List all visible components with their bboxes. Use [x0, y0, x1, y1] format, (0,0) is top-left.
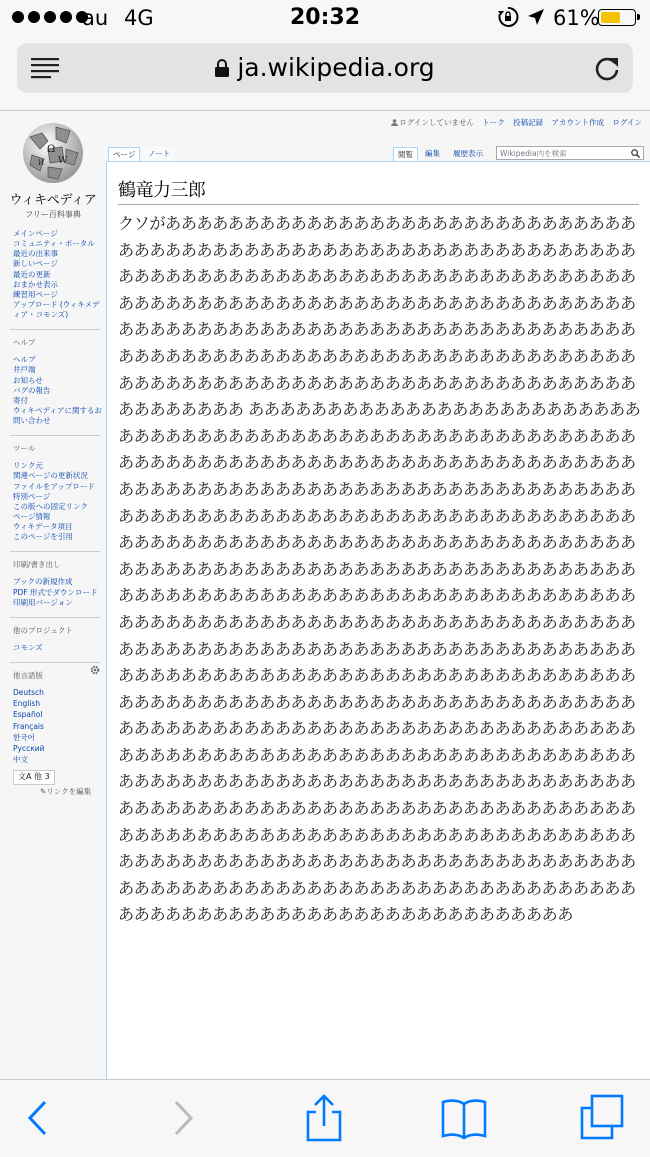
sidebar-tools-heading: ツール [13, 444, 36, 454]
sidebar-main-link-4[interactable]: 最近の更新 [13, 269, 51, 279]
sidebar-tools-links [0, 461, 106, 542]
article-title: 鶴竜力三郎 [118, 176, 639, 205]
tab-edit[interactable]: 編集 [425, 149, 440, 158]
back-icon[interactable] [14, 1094, 62, 1142]
share-icon[interactable] [300, 1094, 348, 1142]
sidebar-projects-heading: 他のプロジェクト [13, 625, 73, 635]
tabs-icon[interactable] [578, 1094, 626, 1142]
search-icon[interactable] [631, 149, 640, 158]
sidebar-projects-link-0[interactable]: コモンズ [13, 642, 43, 652]
create-account-link[interactable]: アカウント作成 [551, 118, 604, 127]
sidebar-main-link-6[interactable]: 練習用ページ [13, 289, 58, 299]
sidebar-tools-link-1[interactable]: 関連ページの更新状況 [13, 471, 88, 481]
sidebar-help-link-5[interactable]: ウィキペディアに関するお問い合わせ [13, 405, 102, 425]
sidebar-print-links [0, 577, 106, 607]
forward-icon[interactable] [158, 1094, 206, 1142]
sidebar-language-links [0, 688, 106, 765]
sidebar-tools-link-5[interactable]: ページ情報 [13, 511, 51, 521]
sidebar-print-link-2[interactable]: 印刷用バージョン [13, 597, 73, 607]
sidebar-lang-link-6[interactable]: 中文 [13, 754, 28, 764]
sidebar-help-link-4[interactable]: 寄付 [13, 395, 28, 405]
login-link[interactable]: ログイン [612, 118, 642, 127]
pencil-icon: ✎ [40, 786, 47, 796]
contributions-link[interactable]: 投稿記録 [513, 118, 544, 127]
bookmarks-icon[interactable] [440, 1094, 488, 1142]
sidebar-main-link-0[interactable]: メインページ [13, 229, 58, 238]
sidebar-lang-link-0[interactable]: Deutsch [13, 688, 44, 698]
sidebar-print-link-0[interactable]: ブックの新規作成 [13, 577, 73, 587]
url-text: ja.wikipedia.org [237, 53, 435, 82]
user-icon [391, 119, 398, 126]
edit-links[interactable] [0, 787, 106, 797]
url-display[interactable] [17, 53, 633, 82]
status-bar [0, 0, 650, 40]
sidebar-tools-link-2[interactable]: ファイルをアップロード [13, 481, 95, 491]
tab-history[interactable]: 履歴表示 [453, 149, 483, 158]
wikipedia-globe-icon [18, 119, 88, 185]
lock-icon [215, 59, 229, 77]
browser-address-area [0, 40, 650, 111]
more-languages-button[interactable] [13, 770, 55, 785]
svg-text:W: W [58, 156, 68, 166]
sidebar [0, 229, 106, 797]
carrier-name: au [82, 6, 109, 30]
sidebar-help-link-3[interactable]: バグの報告 [13, 385, 51, 395]
sidebar-help-link-1[interactable]: 井戸端 [13, 365, 36, 375]
battery-percent: 61% [553, 6, 600, 30]
sidebar-main-link-7[interactable]: アップロード (ウィキメディア・コモンズ) [13, 299, 100, 319]
sidebar-lang-link-1[interactable]: English [13, 699, 41, 709]
sidebar-tools-link-3[interactable]: 特別ページ [13, 491, 51, 501]
article-content [106, 161, 650, 1079]
more-languages-label: 他 3 [34, 772, 50, 781]
sidebar-main-link-3[interactable]: 新しいページ [13, 259, 58, 269]
status-time: 20:32 [289, 5, 361, 30]
sidebar-tools-link-6[interactable]: ウィキデータ項目 [13, 522, 73, 531]
reload-icon[interactable] [593, 54, 621, 82]
search-input[interactable] [496, 146, 644, 160]
tab-note[interactable]: ノート [144, 147, 174, 161]
sidebar-lang-link-4[interactable]: 한국어 [13, 732, 35, 742]
web-page [0, 111, 650, 1079]
not-logged-in-text: ログインしていません [399, 118, 474, 127]
edit-links-label: リンクを編集 [46, 786, 92, 796]
sidebar-lang-link-5[interactable]: Русский [13, 743, 45, 753]
tab-page[interactable]: ページ [108, 147, 140, 162]
sidebar-print-link-1[interactable]: PDF 形式でダウンロード [13, 587, 98, 597]
sidebar-tools-link-7[interactable]: このページを引用 [13, 532, 73, 542]
sidebar-tools-link-0[interactable]: リンク元 [13, 461, 43, 471]
sidebar-lang-heading [0, 671, 106, 681]
sidebar-main-link-5[interactable]: おまかせ表示 [13, 279, 58, 289]
sidebar-print-heading: 印刷/書き出し [13, 560, 61, 570]
sidebar-projects-links [0, 643, 106, 653]
sidebar-lang-link-2[interactable]: Español [13, 710, 43, 720]
sidebar-help-link-0[interactable]: ヘルプ [13, 355, 36, 365]
lang-heading-text: 他言語版 [13, 671, 43, 680]
translate-icon: 文A [18, 772, 32, 781]
browser-toolbar [0, 1079, 650, 1157]
network-type: 4G [124, 6, 154, 30]
site-tagline: フリー百科事典 [25, 210, 81, 219]
location-arrow-icon [526, 7, 546, 27]
sidebar-main-links [0, 229, 106, 320]
search-placeholder: Wikipedia内を検索 [500, 149, 567, 158]
svg-text:Ω: Ω [47, 144, 56, 155]
sidebar-tools-link-4[interactable]: この版への固定リンク [13, 501, 88, 511]
tab-read[interactable]: 閲覧 [393, 147, 418, 162]
sidebar-help-heading: ヘルプ [13, 338, 36, 348]
svg-text:И: И [38, 159, 45, 167]
battery-icon [598, 9, 636, 26]
address-bar[interactable] [17, 43, 633, 93]
personal-tools [391, 117, 642, 128]
site-name: ウィキペディア [9, 193, 97, 208]
gear-icon[interactable] [90, 665, 100, 675]
wikipedia-logo[interactable] [0, 119, 106, 220]
sidebar-lang-link-3[interactable]: Français [13, 721, 44, 731]
sidebar-main-link-2[interactable]: 最近の出来事 [13, 249, 58, 259]
article-body: クソがああああああああああああああああああああああああああああああああああああああああああああああああああああああああああああああああああああああああああああああああああああああああああああああああああああああああああああああああああああああああああああああああああああああああああああああああああああああああああああああああああああああああああああああああああああああああああああああああああああああああああああああああああああああああああああああああああああああああああああ ああああああああああああああああああああああああああああああああああああああああああああああああああああああああああああああああああああああああああああああああああああああああああああああああああああああああああああああああああああああああああああああああああああああああああああああああああああああああああああああああああああああああああああああああああああああああああああああああああああああああああああああああああああああああああああああああああああああああああああああああああああああああああああああああああああああああああああああああああああああああああああああああああああああああああああああああああああああああああああああああああああああああああああああああああああああああああああああああああああああああああああああああああああああああああああああああああああああああああああああああああああああああああああああああああああああああああああああああああああああああああああああああああああああああああああああああああああああああああああああああああああああああああああああああああああああああああああああああああああああああああああああああああああああああああああああああああああああああああああああああああああああああああああああああああああああああああああああああああああああああああああああああああああああああああああああああああああああああああああああああああああああああ [118, 214, 641, 925]
sidebar-main-link-1[interactable]: コミュニティ・ポータル [13, 239, 95, 249]
sidebar-help-link-2[interactable]: お知らせ [13, 375, 43, 385]
sidebar-help-links [0, 355, 106, 426]
talk-link[interactable]: トーク [482, 118, 505, 127]
rotation-lock-icon [497, 6, 519, 28]
